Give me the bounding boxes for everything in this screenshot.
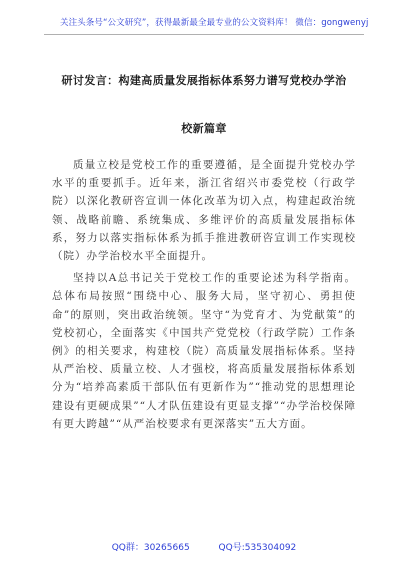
body-paragraph-2: 坚持以A总书记关于党校工作的重要论述为科学指南。总体布局按照“围绕中心、服务大局，坚守初心、勇担使命”的原则，突出政治统领。坚守“为党育才、为党献策”的党校初心，全面落实《中国共产党党校（行政学院）工作条例》的相关要求，构建校（院）高质量发展指标体系。坚持从严治校、质量立校、人才强校，将高质量发展指标体系划分为“培养高素质干部队伍有更新作为”“推动党的思想理论建设有更硬成果”“人才队伍建设有更显支撑”“办学治校保障有更大跨越”“从严治校要求有更深落实”五大方面。	[52, 272, 356, 430]
document-title-line-2: 校新篇章	[181, 122, 227, 135]
document-title-line-1: 研讨发言：构建高质量发展指标体系努力谱写党校办学治	[61, 74, 347, 87]
footer-qq-number: QQ号:535304092	[218, 543, 297, 553]
footer-qq-group: QQ群：30265665	[111, 543, 190, 553]
body-paragraph-1: 质量立校是党校工作的重要遵循，是全面提升党校办学水平的重要抓手。近年来，浙江省绍兴市委党校（行政学院）以深化教研咨宣训一体化改革为切入点，构建起政治统领、战略前瞻、系统集成、多维评价的高质量发展指标体系，努力以落实指标体系为抓手推进教研咨宣训工作实现校（院）办学治校水平全面提升。	[52, 159, 356, 263]
header-divider	[44, 34, 364, 35]
footer-contact	[0, 540, 408, 553]
document-body	[52, 156, 356, 433]
header-banner: 关注头条号“公文研究”，获得最新最全最专业的公文资料库！ 微信：gongwenyj	[60, 18, 369, 28]
